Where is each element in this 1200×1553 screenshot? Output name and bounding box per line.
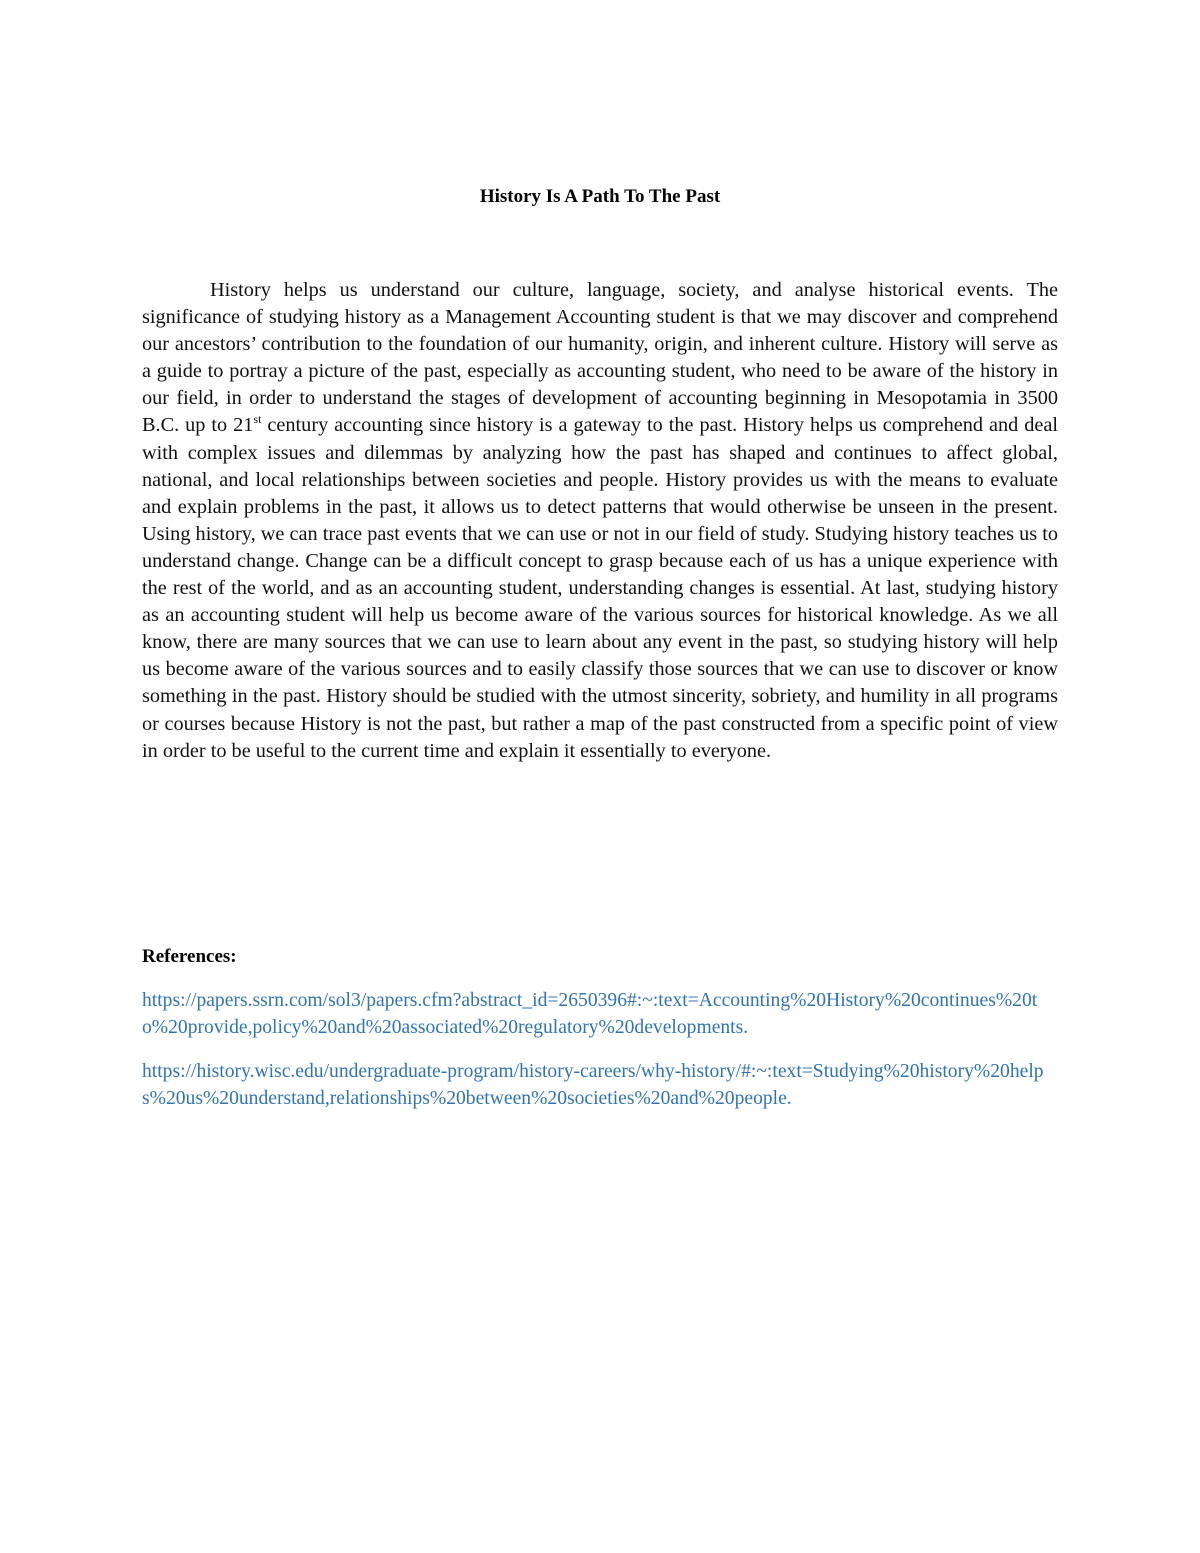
- ordinal-superscript: st: [253, 412, 262, 427]
- body-paragraph-text-2: century accounting since history is a gateway to the past. History helps us comprehend and deal with complex issues and dilemmas by analyzing how the past has shaped and continues to affect global, national, and local relationships between societies and people. History provides us with the means to evaluate and explain problems in the past, it allows us to detect patterns that would otherwise be unseen in the present. Using history, we can trace past events that we can use or not in our field of study. Studying history teaches us to understand change. Change can be a difficult concept to grasp because each of us has a unique experience with the rest of the world, and as an accounting student, understanding changes is essential. At last, studying history as an accounting student will help us become aware of the various sources for historical knowledge. As we all know, there are many sources that we can use to learn about any event in the past, so studying history will help us become aware of the various sources and to easily classify those sources that we can use to discover or know something in the past. History should be studied with the utmost sincerity, sobriety, and humility in all programs or courses because History is not the past, but rather a map of the past constructed from a specific point of view in order to be useful to the current time and explain it essentially to everyone.: [142, 414, 1058, 762]
- body-paragraph: [142, 277, 1058, 765]
- references-heading: References:: [142, 946, 237, 967]
- document-title: History Is A Path To The Past: [479, 186, 721, 207]
- reference-link-wisc[interactable]: https://history.wisc.edu/undergraduate-program/history-careers/why-history/#:~:text=Studying%20history%20helps%20us%20understand,relationships%20between%20societies%20and%20people.: [142, 1061, 1044, 1110]
- reference-link-ssrn[interactable]: https://papers.ssrn.com/sol3/papers.cfm?abstract_id=2650396#:~:text=Accounting%20History%20continues%20to%20provide,policy%20and%20associated%20regulatory%20developments.: [142, 990, 1038, 1039]
- body-paragraph-text-1: History helps us understand our culture, language, society, and analyse historical events. The significance of studying history as a Management Accounting student is that we may discover and comprehend our ancestors’ contribution to the foundation of our humanity, origin, and inherent culture. History will serve as a guide to portray a picture of the past, especially as accounting student, who need to be aware of the history in our field, in order to understand the stages of development of accounting beginning in Mesopotamia in 3500 B.C. up to 21: [142, 279, 1058, 437]
